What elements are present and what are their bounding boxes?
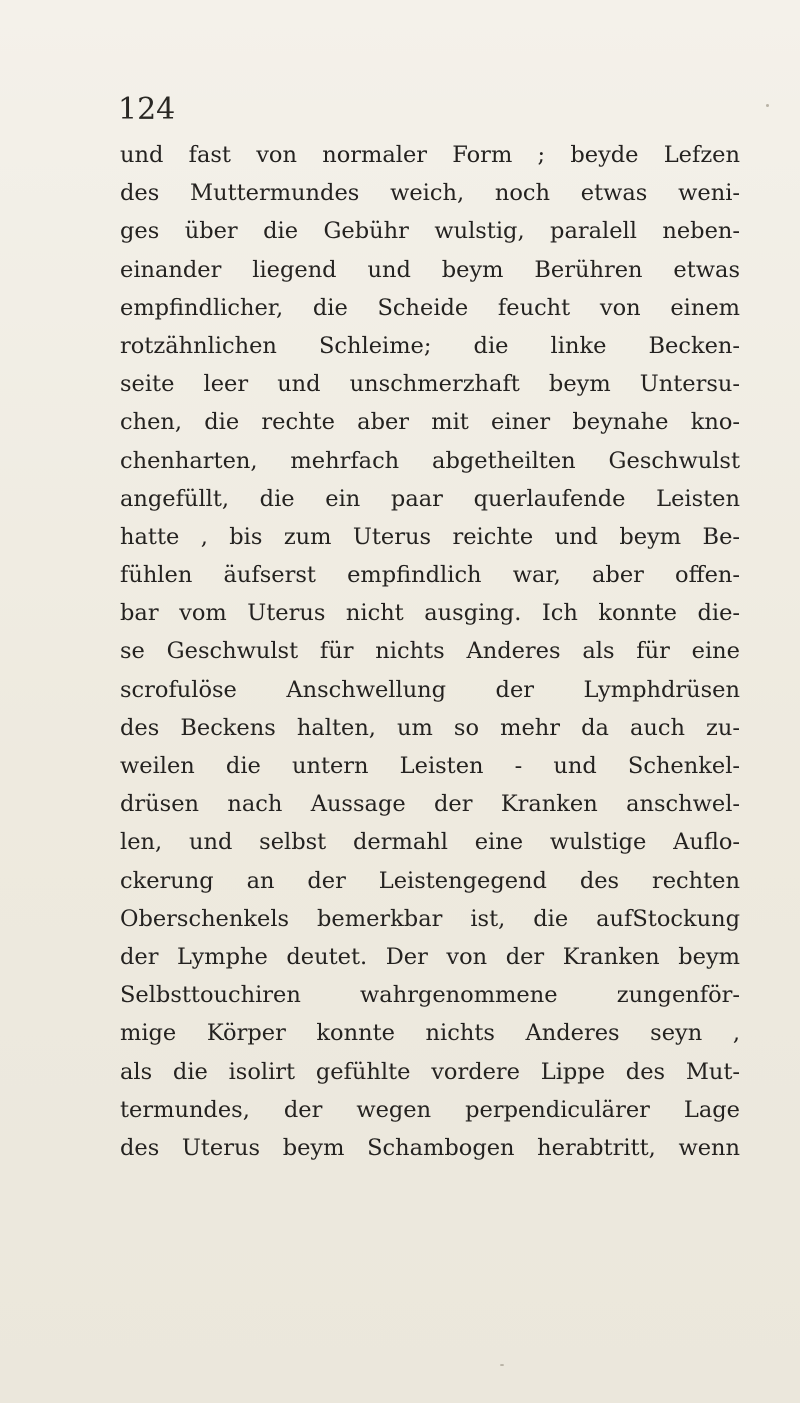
text-line: weilen die untern Leisten - und Schenkel- bbox=[120, 753, 740, 779]
text-line: len, und selbst dermahl eine wulstige Auflo- bbox=[120, 829, 740, 856]
paper-speck bbox=[500, 1364, 504, 1366]
text-line: drüsen nach Aussage der Kranken anschwel- bbox=[120, 791, 740, 818]
text-line: chen, die rechte aber mit einer beynahe kno- bbox=[120, 409, 740, 436]
body-text bbox=[120, 136, 740, 1167]
text-line: Selbsttouchiren wahrgenommene zungenför- bbox=[120, 982, 740, 1009]
text-line: und fast von normaler Form ; beyde Lefzen bbox=[120, 142, 740, 168]
text-line: chenharten, mehrfach abgetheilten Geschwulst bbox=[120, 447, 740, 474]
text-line: empfindlicher, die Scheide feucht von einem bbox=[120, 294, 740, 321]
page-number: 124 bbox=[118, 92, 176, 127]
text-line: ckerung an der Leistengegend des rechten bbox=[120, 867, 740, 894]
text-line: als die isolirt gefühlte vordere Lippe des Mut- bbox=[120, 1058, 740, 1085]
text-line: des Muttermundes weich, noch etwas weni- bbox=[120, 180, 740, 207]
text-line: fühlen äufserst empfindlich war, aber offen- bbox=[120, 562, 740, 589]
text-line: ges über die Gebühr wulstig, paralell neben- bbox=[120, 218, 740, 245]
text-line: der Lymphe deutet. Der von der Kranken beym bbox=[120, 943, 740, 970]
text-line: des Beckens halten, um so mehr da auch zu- bbox=[120, 714, 740, 741]
text-line: scrofulöse Anschwellung der Lymphdrüsen bbox=[120, 676, 740, 703]
text-line: se Geschwulst für nichts Anderes als für eine bbox=[120, 638, 740, 665]
text-line: des Uterus beym Schambogen herabtritt, wenn bbox=[120, 1134, 740, 1161]
text-line: rotzähnlichen Schleime; die linke Becken- bbox=[120, 332, 740, 359]
paper-speck bbox=[766, 104, 769, 107]
text-line: angefüllt, die ein paar querlaufende Leisten bbox=[120, 485, 740, 512]
text-line: mige Körper konnte nichts Anderes seyn , bbox=[120, 1020, 740, 1047]
text-line: hatte , bis zum Uterus reichte und beym Be- bbox=[120, 523, 740, 550]
text-line: termundes, der wegen perpendiculärer Lage bbox=[120, 1096, 740, 1123]
text-line: Oberschenkels bemerkbar ist, die aufStockung bbox=[120, 905, 740, 932]
text-line: bar vom Uterus nicht ausging. Ich konnte die- bbox=[120, 600, 740, 627]
text-line: einander liegend und beym Berühren etwas bbox=[120, 256, 740, 283]
text-line: seite leer und unschmerzhaft beym Untersu- bbox=[120, 371, 740, 398]
